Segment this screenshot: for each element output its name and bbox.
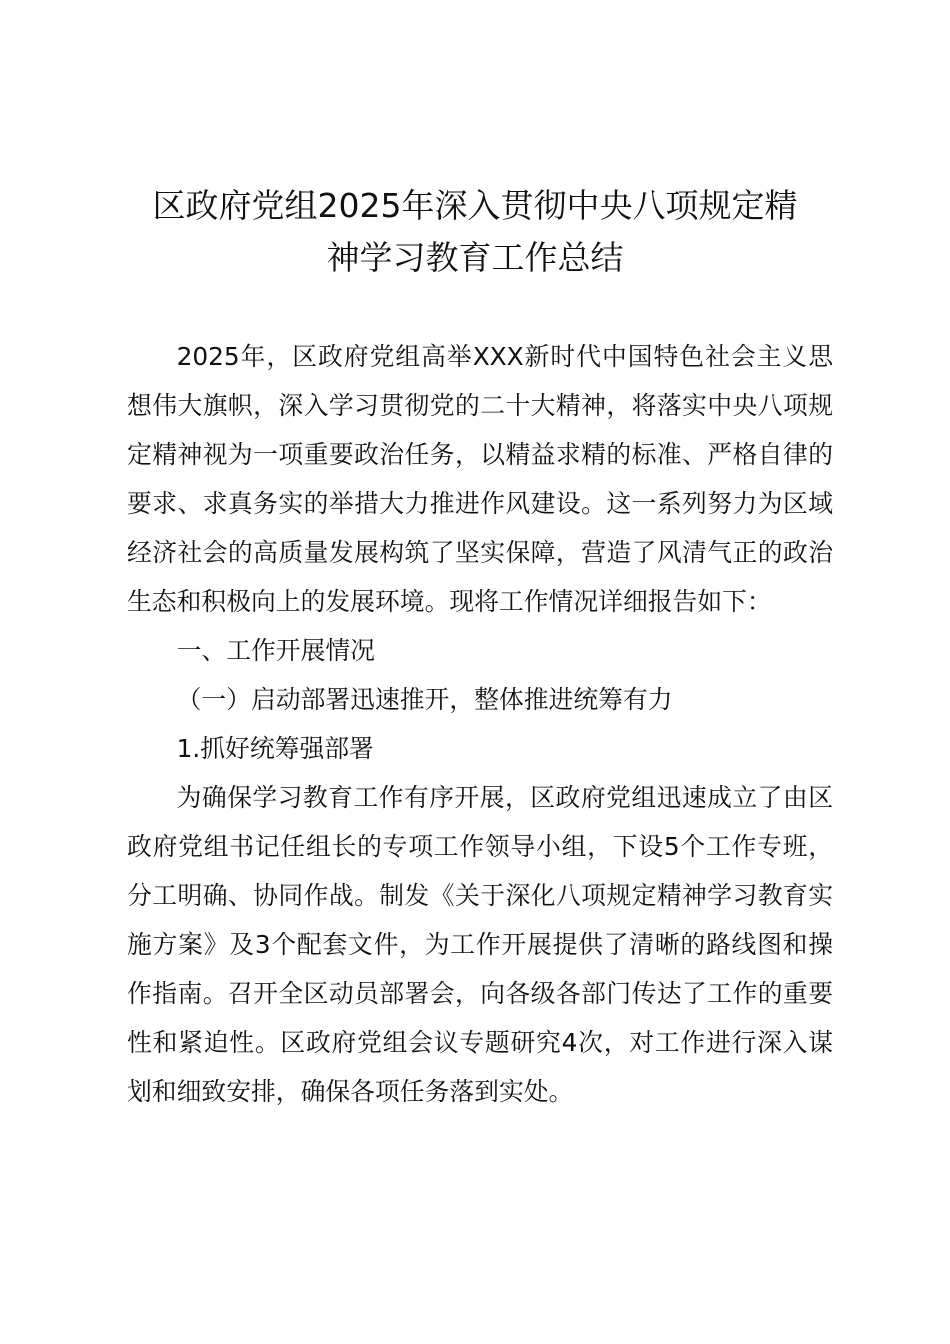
item-heading-1: 1.抓好统筹强部署 bbox=[176, 734, 374, 763]
document-title bbox=[120, 180, 830, 284]
item-paragraph-1: 为确保学习教育工作有序开展，区政府党组迅速成立了由区政府党组书记任组长的专项工作领导小组，下设5个工作专班，分工明确、协同作战。制发《关于深化八项规定精神学习教育实施方案》及3个配套文件，为工作开展提供了清晰的路线图和操作指南。召开全区动员部署会，向各级各部门传达了工作的重要性和紧迫性。区政府党组会议专题研究4次，对工作进行深入谋划和细致安排，确保各项任务落到实处。 bbox=[127, 783, 833, 1106]
title-line-2: 神学习教育工作总结 bbox=[326, 238, 624, 277]
title-line-1: 区政府党组2025年深入贯彻中央八项规定精 bbox=[152, 186, 798, 225]
subsection-heading-1: （一）启动部署迅速推开，整体推进统筹有力 bbox=[176, 685, 673, 714]
intro-paragraph: 2025年，区政府党组高举XXX新时代中国特色社会主义思想伟大旗帜，深入学习贯彻党的二十大精神，将落实中央八项规定精神视为一项重要政治任务，以精益求精的标准、严格自律的要求、求真务实的举措大力推进作风建设。这一系列努力为区域经济社会的高质量发展构筑了坚实保障，营造了风清气正的政治生态和积极向上的发展环境。现将工作情况详细报告如下： bbox=[127, 342, 833, 616]
section-heading-1: 一、工作开展情况 bbox=[176, 636, 375, 665]
document-body bbox=[127, 332, 833, 1116]
